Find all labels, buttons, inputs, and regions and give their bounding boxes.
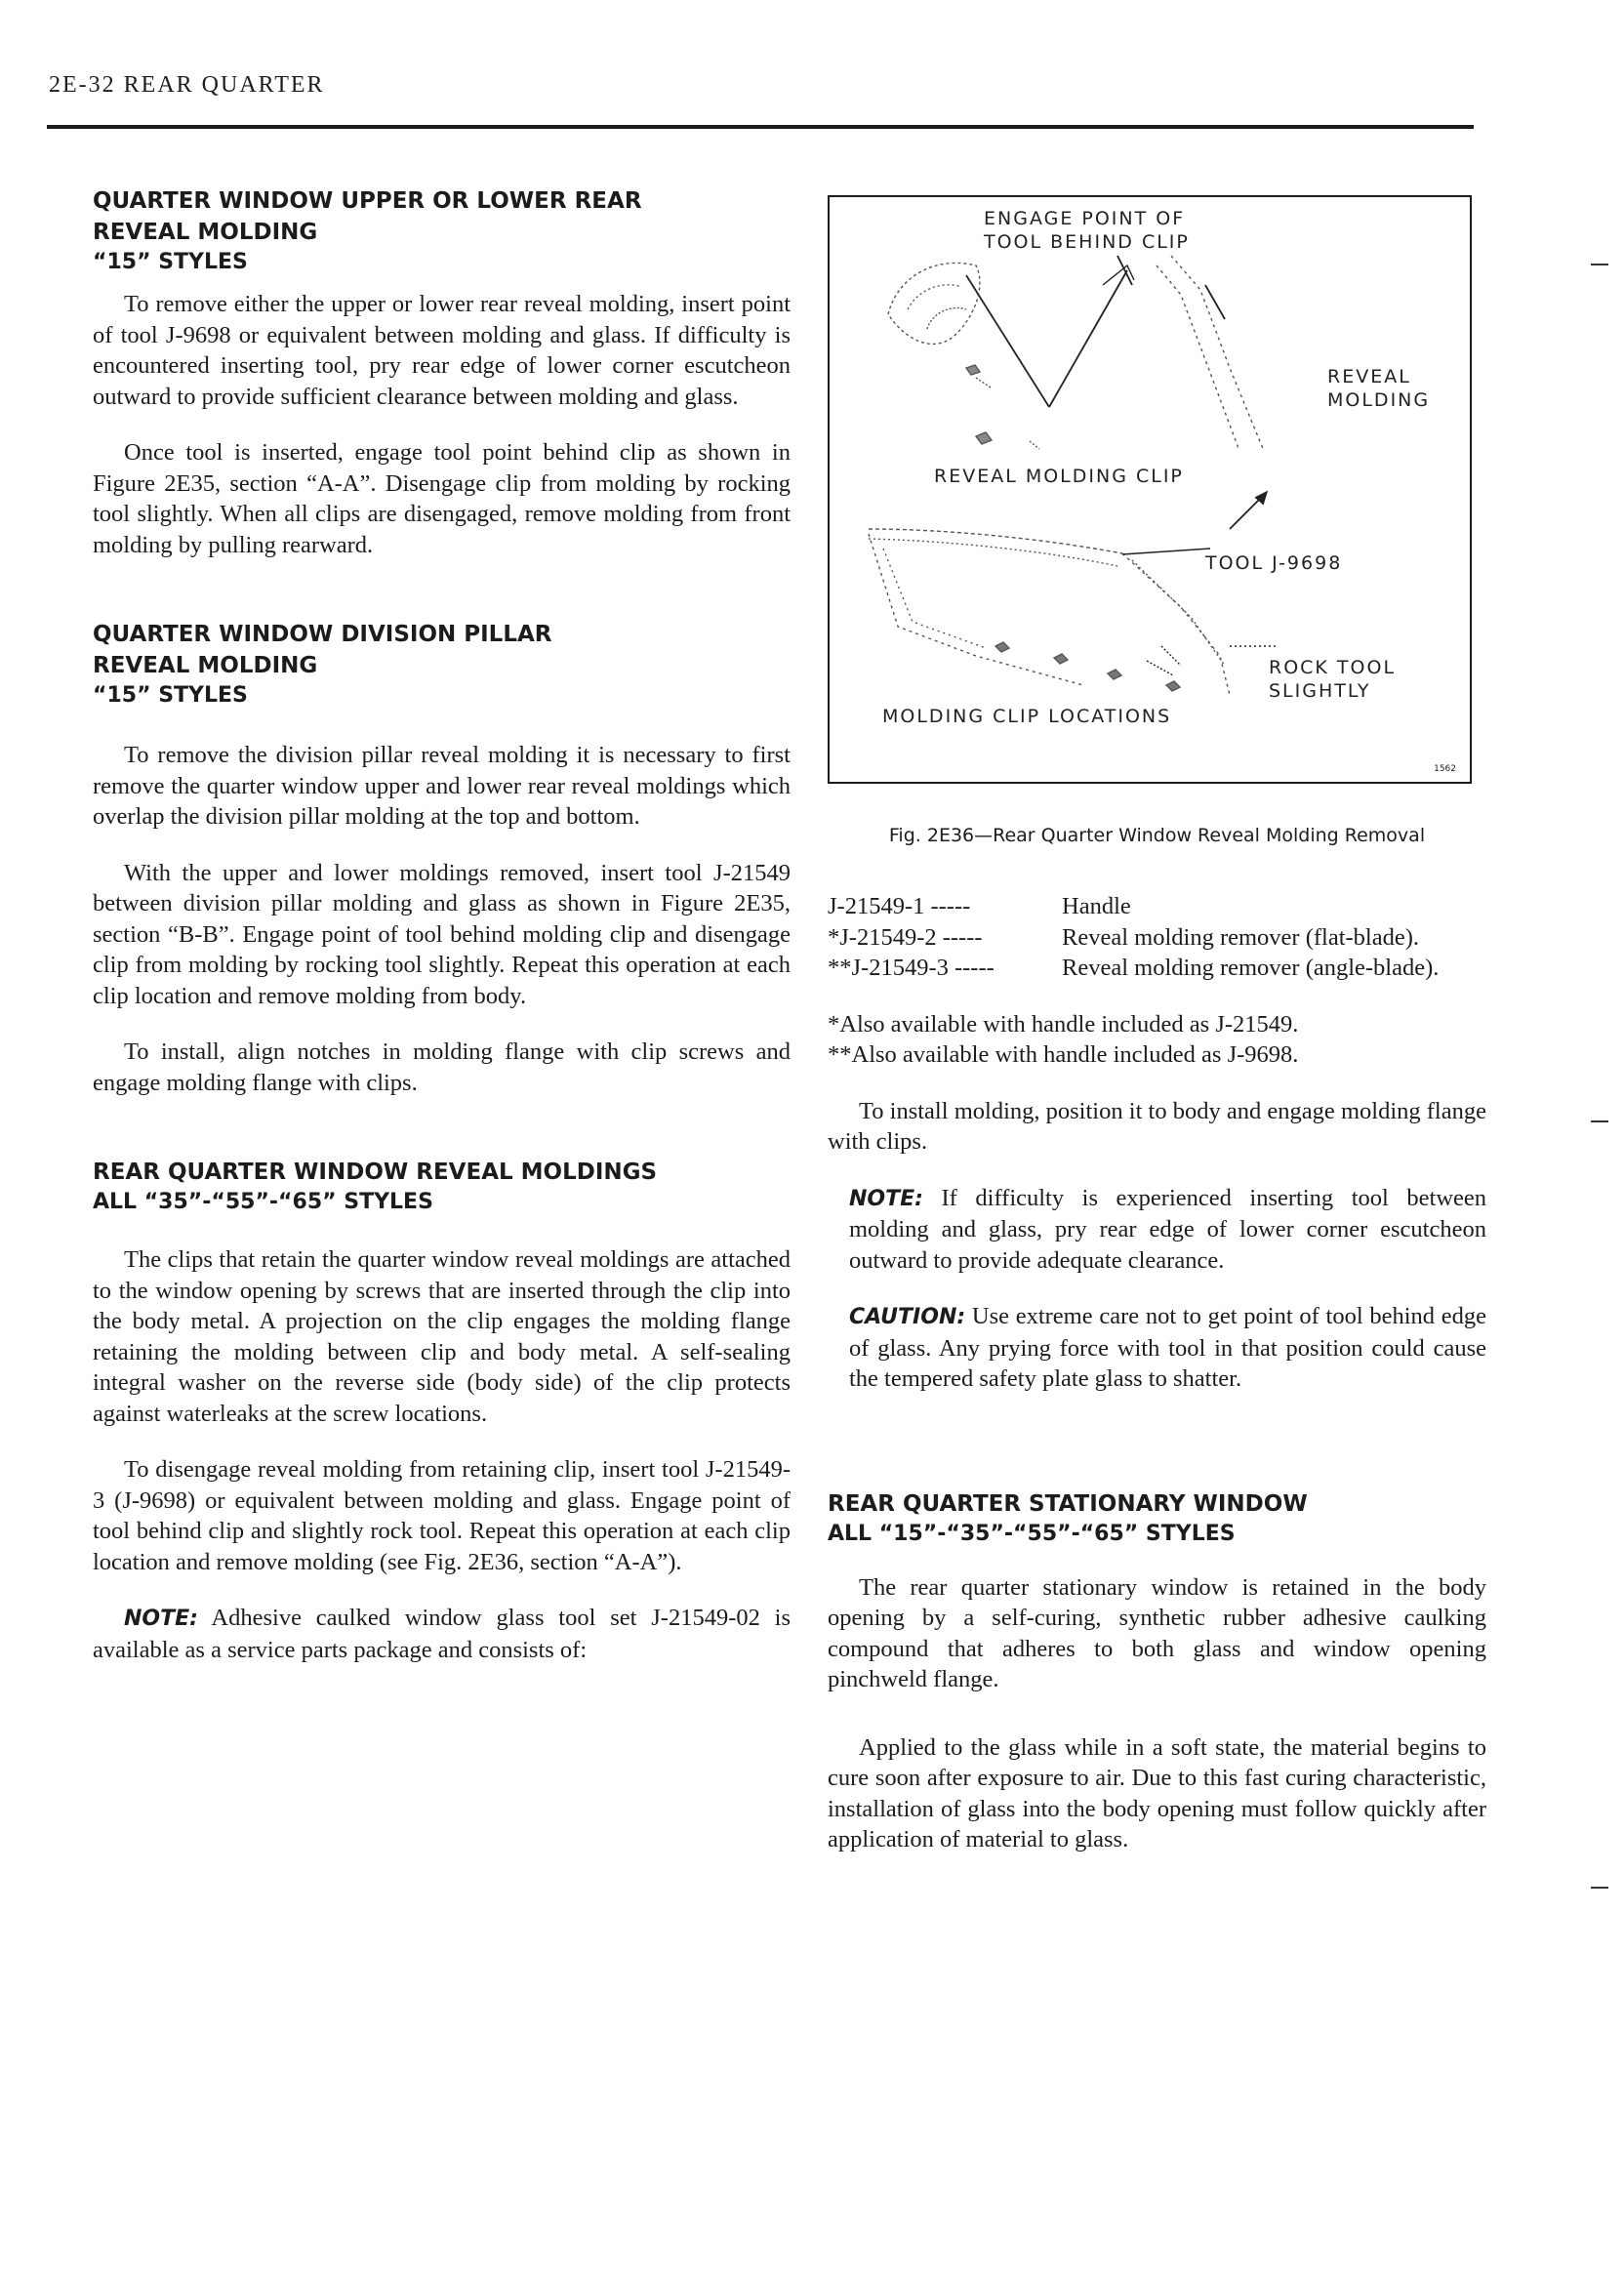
label-line: REVEAL	[1327, 366, 1411, 387]
figure-label-rock-tool	[1269, 656, 1396, 703]
section-heading-rear-quarter-reveal: REAR QUARTER WINDOW REVEAL MOLDINGS	[93, 1160, 658, 1185]
availability-text: **Also available with handle included as J-9698.	[828, 1041, 1299, 1068]
paragraph: The clips that retain the quarter window reveal moldings are attached to the window opening by screws that are inserted through the clip into the body metal. A projection on the clip engages the molding flange retaining the molding between clip and body metal. A self-sealing integral washer on the reverse side (body side) of the clip protects against waterleaks at the screw locations.	[93, 1246, 791, 1427]
styles-line: ALL “15”-“35”-“55”-“65” STYLES	[828, 1521, 1236, 1546]
label-line: MOLDING	[1327, 389, 1431, 411]
tool-row	[828, 891, 1486, 922]
styles-line: “15” STYLES	[93, 250, 248, 274]
paragraph: The rear quarter stationary window is retained in the body opening by a self-curing, synthetic rubber adhesive caulking compound that adheres to both glass and window opening pinchweld flange.	[828, 1573, 1486, 1692]
left-column	[93, 185, 791, 1665]
heading-line: REVEAL MOLDING	[93, 653, 318, 678]
header-rule	[47, 125, 1474, 129]
right-column	[828, 195, 1486, 1855]
styles-line: “15” STYLES	[93, 683, 248, 708]
tool-code: J-21549-1 -----	[828, 893, 971, 919]
figure-label-clip-locations: MOLDING CLIP LOCATIONS	[882, 706, 1172, 727]
label-line: ROCK TOOL	[1269, 657, 1397, 678]
paragraph: To remove either the upper or lower rear reveal molding, insert point of tool J-9698 or equivalent between molding and glass. If difficulty is encountered inserting tool, pry rear edge of lower corner escutcheon outward to provide sufficient clearance between molding and glass.	[93, 291, 791, 410]
running-head: 2E-32 REAR QUARTER	[49, 72, 325, 98]
availability-text: *Also available with handle included as J-21549.	[828, 1010, 1299, 1038]
paragraph: To disengage reveal molding from retaining clip, insert tool J-21549-3 (J-9698) or equivalent between molding and glass. Engage point of tool behind clip and slightly rock tool. Repeat this operation at each clip location and remove molding (see Fig. 2E36, section “A-A”).	[93, 1456, 791, 1575]
tool-description: Handle	[1062, 893, 1131, 919]
figure-label-engage	[984, 207, 1190, 254]
paragraph: Applied to the glass while in a soft state, the material begins to cure soon after exposure to air. Due to this fast curing characteristic, installation of glass into the body opening must follow quickly after application of material to glass.	[828, 1733, 1486, 1852]
paragraph: Once tool is inserted, engage tool point behind clip as shown in Figure 2E35, section “A-A”. Disengage clip from molding by rocking tool slightly. When all clips are disengaged, remove molding from front molding by pulling rearward.	[93, 439, 791, 558]
availability-note	[828, 1009, 1486, 1040]
heading-line: REVEAL MOLDING	[93, 220, 318, 245]
figure-label-reveal-molding	[1327, 365, 1430, 412]
tool-description: Reveal molding remover (angle-blade).	[1062, 955, 1440, 981]
caution-text: Use extreme care not to get point of tool behind edge of glass. Any prying force with tool in that position could cause the tempered safety plate glass to shatter.	[849, 1303, 1487, 1392]
heading-line: QUARTER WINDOW DIVISION PILLAR	[93, 622, 552, 647]
note-paragraph	[828, 1183, 1486, 1277]
paragraph: To install, align notches in molding flange with clip screws and engage molding flange with clips.	[93, 1038, 791, 1096]
label-line: SLIGHTLY	[1269, 680, 1371, 702]
tool-description: Reveal molding remover (flat-blade).	[1062, 923, 1419, 951]
figure-label-tool: TOOL J-9698	[1205, 552, 1343, 574]
section-heading-division-pillar	[93, 619, 791, 681]
availability-note	[828, 1039, 1486, 1071]
paragraph: To remove the division pillar reveal molding it is necessary to first remove the quarter window upper and lower rear reveal moldings which overlap the division pillar molding at the top and bottom.	[93, 742, 791, 830]
margin-change-mark	[1591, 264, 1608, 265]
figure-label-clip: REVEAL MOLDING CLIP	[934, 466, 1184, 487]
section-heading-stationary-window: REAR QUARTER STATIONARY WINDOW	[828, 1490, 1308, 1517]
note-text: Adhesive caulked window glass tool set J-21549-02 is available as a service parts package and consists of:	[93, 1605, 791, 1663]
label-line: ENGAGE POINT OF	[984, 208, 1186, 229]
note-label: NOTE:	[849, 1186, 923, 1211]
styles-line: ALL “35”-“55”-“65” STYLES	[93, 1190, 433, 1214]
note-text: If difficulty is experienced inserting tool between molding and glass, pry rear edge of lower corner escutcheon outward to provide adequate clearance.	[849, 1184, 1487, 1274]
section-heading-upper-lower-reveal	[93, 185, 791, 248]
figure-caption: Fig. 2E36—Rear Quarter Window Reveal Molding Removal	[888, 825, 1426, 846]
tool-list	[828, 891, 1486, 984]
paragraph: To install molding, position it to body and engage molding flange with clips.	[828, 1097, 1486, 1155]
heading-line: QUARTER WINDOW UPPER OR LOWER REAR	[93, 188, 642, 214]
note-label: NOTE:	[124, 1607, 198, 1631]
paragraph: With the upper and lower moldings removed, insert tool J-21549 between division pillar molding and glass as shown in Figure 2E35, section “B-B”. Engage point of tool behind molding clip and disengage clip from molding by rocking tool slightly. Repeat this operation at each clip location and remove molding from body.	[93, 859, 791, 1009]
tool-code: *J-21549-2 -----	[828, 923, 983, 951]
tool-row	[828, 953, 1486, 984]
margin-change-mark	[1591, 1887, 1608, 1889]
label-line: TOOL BEHIND CLIP	[984, 231, 1190, 253]
caution-label: CAUTION:	[849, 1305, 966, 1329]
margin-change-mark	[1591, 1120, 1608, 1122]
tool-code: **J-21549-3 -----	[828, 955, 995, 981]
caution-paragraph	[828, 1301, 1486, 1395]
figure-number: 1562	[1434, 764, 1456, 774]
figure-2e36	[828, 195, 1472, 784]
tool-row	[828, 922, 1486, 954]
note-paragraph	[93, 1603, 791, 1665]
